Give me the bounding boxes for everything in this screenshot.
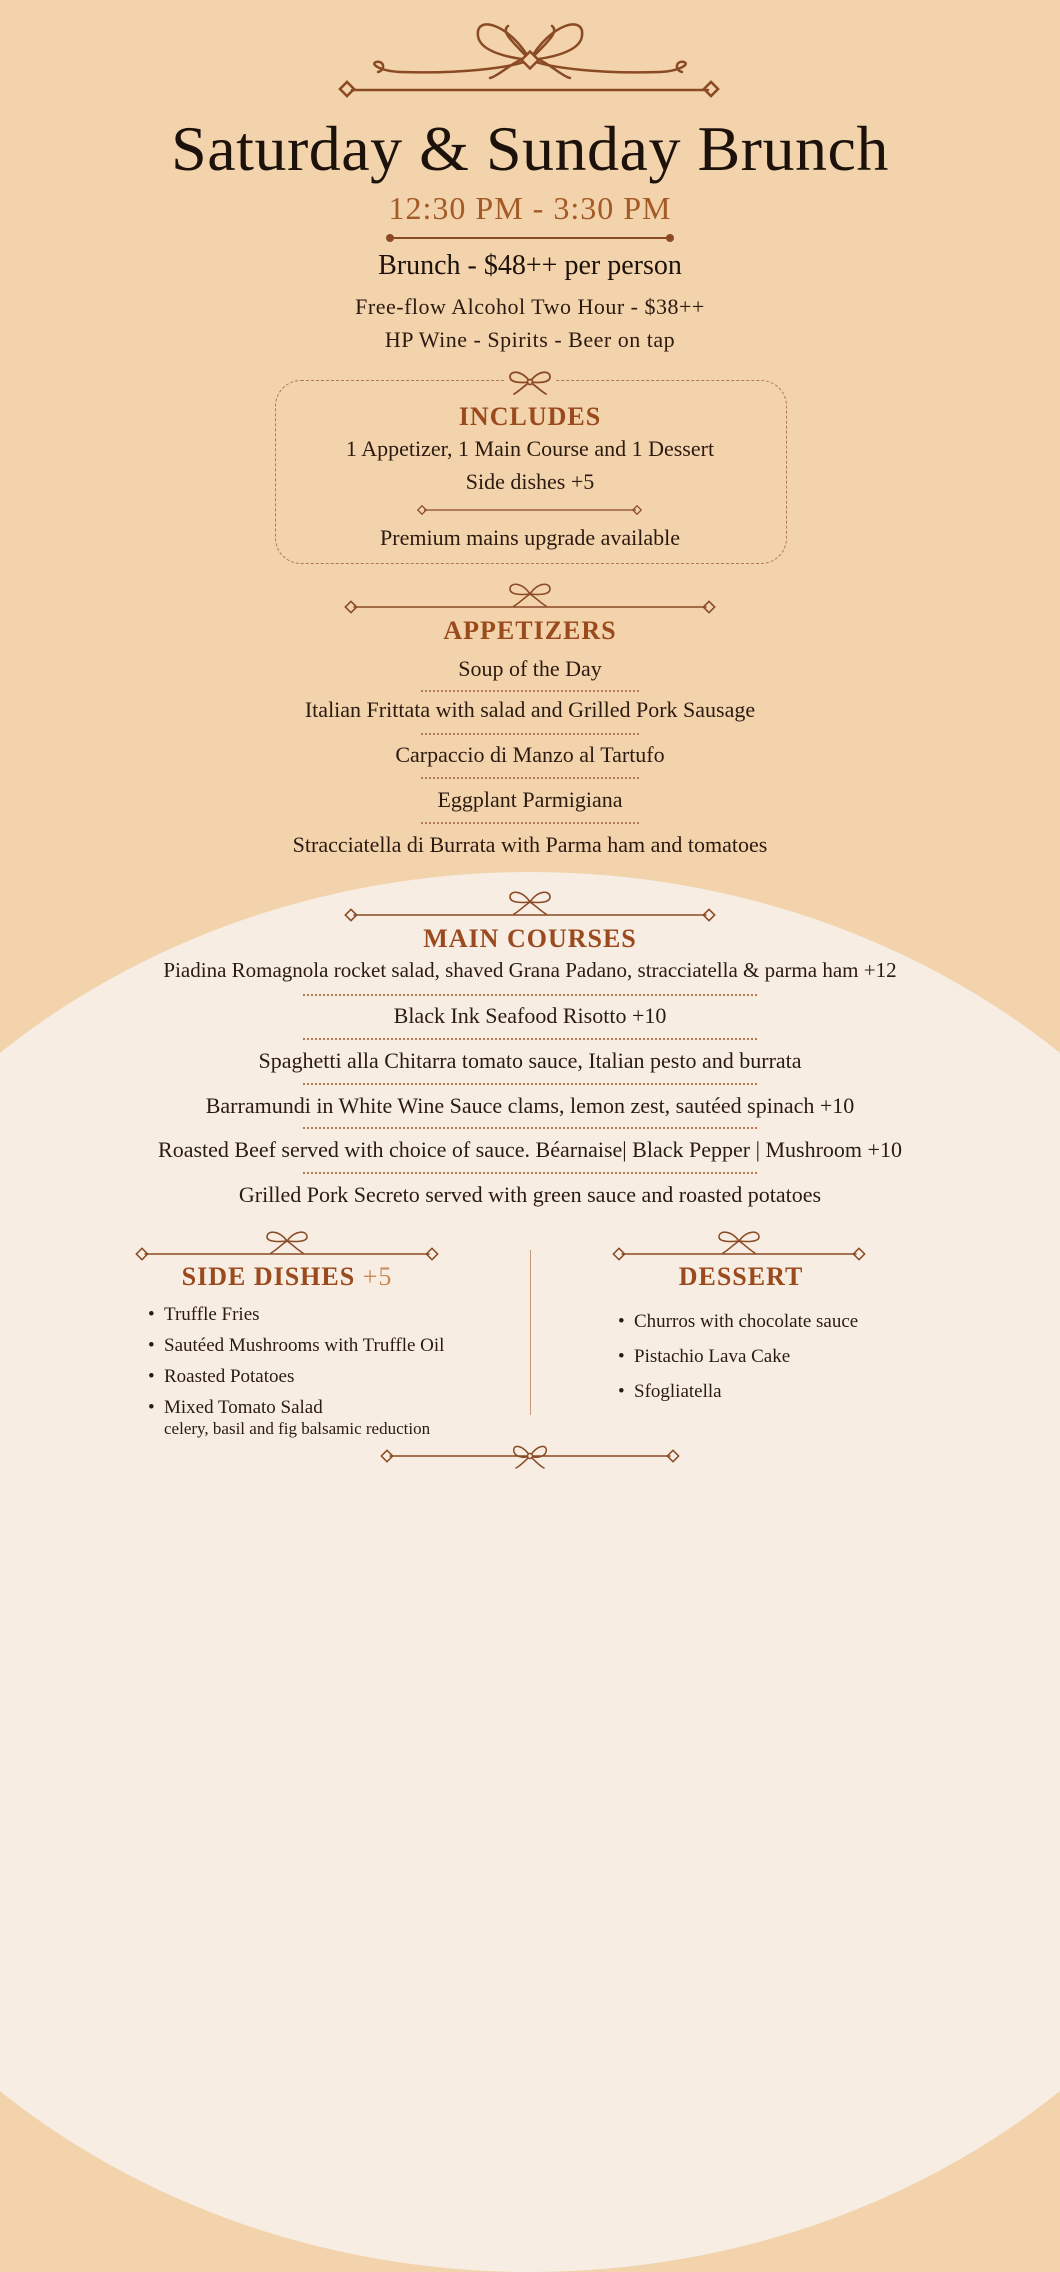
- dessert-ornament-icon: [612, 1230, 866, 1262]
- dotted-separator: [421, 777, 639, 779]
- main-course-item: Grilled Pork Secreto served with green sauce and roasted potatoes: [238, 1182, 822, 1207]
- section-ornament-icon: [344, 582, 716, 614]
- includes-side-dishes: Side dishes +5: [465, 469, 595, 494]
- appetizer-item: Carpaccio di Manzo al Tartufo: [395, 742, 665, 767]
- dotted-separator: [421, 733, 639, 735]
- appetizer-item: Italian Frittata with salad and Grilled Pork Sausage: [304, 697, 756, 722]
- list-item-label: Mixed Tomato Salad: [164, 1397, 323, 1418]
- side-dishes-title: SIDE DISHES: [181, 1262, 356, 1291]
- dotted-separator: [303, 1172, 757, 1174]
- appetizer-item: Soup of the Day: [458, 656, 602, 681]
- bottom-ornament-icon: [380, 1440, 680, 1470]
- appetizer-item: Stracciatella di Burrata with Parma ham and tomatoes: [292, 832, 768, 857]
- premium-upgrade-note: Premium mains upgrade available: [380, 525, 680, 550]
- dessert-heading: DESSERT: [678, 1262, 804, 1291]
- includes-heading: INCLUDES: [458, 402, 602, 431]
- list-item-note: celery, basil and fig balsamic reduction: [164, 1419, 431, 1438]
- list-item: • Churros with chocolate sauce: [618, 1311, 858, 1333]
- page-title: Saturday & Sunday Brunch: [171, 113, 889, 184]
- dotted-separator: [303, 1083, 757, 1085]
- column-divider: [530, 1250, 531, 1415]
- dotted-separator: [303, 1038, 757, 1040]
- appetizers-heading: APPETIZERS: [443, 616, 617, 645]
- main-course-item: Spaghetti alla Chitarra tomato sauce, Italian pesto and burrata: [258, 1048, 802, 1073]
- list-item: • Sautéed Mushrooms with Truffle Oil: [148, 1335, 444, 1357]
- main-course-item: Black Ink Seafood Risotto +10: [393, 1003, 667, 1028]
- list-item: [148, 1397, 444, 1439]
- dotted-separator: [421, 690, 639, 692]
- main-course-item: Barramundi in White Wine Sauce clams, lemon zest, sautéed spinach +10: [205, 1093, 855, 1118]
- thin-divider-icon: [418, 505, 642, 515]
- brunch-price: Brunch - $48++ per person: [378, 250, 682, 281]
- list-item: • Truffle Fries: [148, 1304, 444, 1326]
- dotted-separator: [303, 994, 757, 996]
- main-course-item: Piadina Romagnola rocket salad, shaved Grana Padano, stracciatella & parma ham +12: [163, 958, 897, 982]
- brunch-hours: 12:30 PM - 3:30 PM: [388, 190, 672, 226]
- short-divider-icon: [385, 233, 675, 243]
- list-item: • Pistachio Lava Cake: [618, 1346, 858, 1368]
- main-course-item: Roasted Beef served with choice of sauce. Béarnaise| Black Pepper | Mushroom +10: [158, 1137, 902, 1162]
- dotted-separator: [421, 822, 639, 824]
- section-ornament-icon: [344, 890, 716, 922]
- dessert-list: [618, 1311, 858, 1403]
- side-dishes-heading: [135, 1262, 439, 1292]
- side-dishes-ornament-icon: [135, 1230, 439, 1262]
- freeflow-price: Free-flow Alcohol Two Hour - $38++: [355, 294, 705, 319]
- dotted-separator: [303, 1127, 757, 1129]
- list-item: • Sfogliatella: [618, 1381, 858, 1403]
- bow-ornament-icon: [340, 14, 720, 104]
- small-bow-icon: [504, 368, 556, 396]
- appetizer-item: Eggplant Parmigiana: [437, 787, 623, 812]
- list-item: • Roasted Potatoes: [148, 1366, 444, 1388]
- main-courses-heading: MAIN COURSES: [423, 924, 637, 953]
- includes-line: 1 Appetizer, 1 Main Course and 1 Dessert: [345, 436, 715, 461]
- side-dishes-list: [148, 1304, 444, 1439]
- drinks-list: HP Wine - Spirits - Beer on tap: [384, 327, 676, 352]
- side-dishes-price: +5: [362, 1262, 393, 1291]
